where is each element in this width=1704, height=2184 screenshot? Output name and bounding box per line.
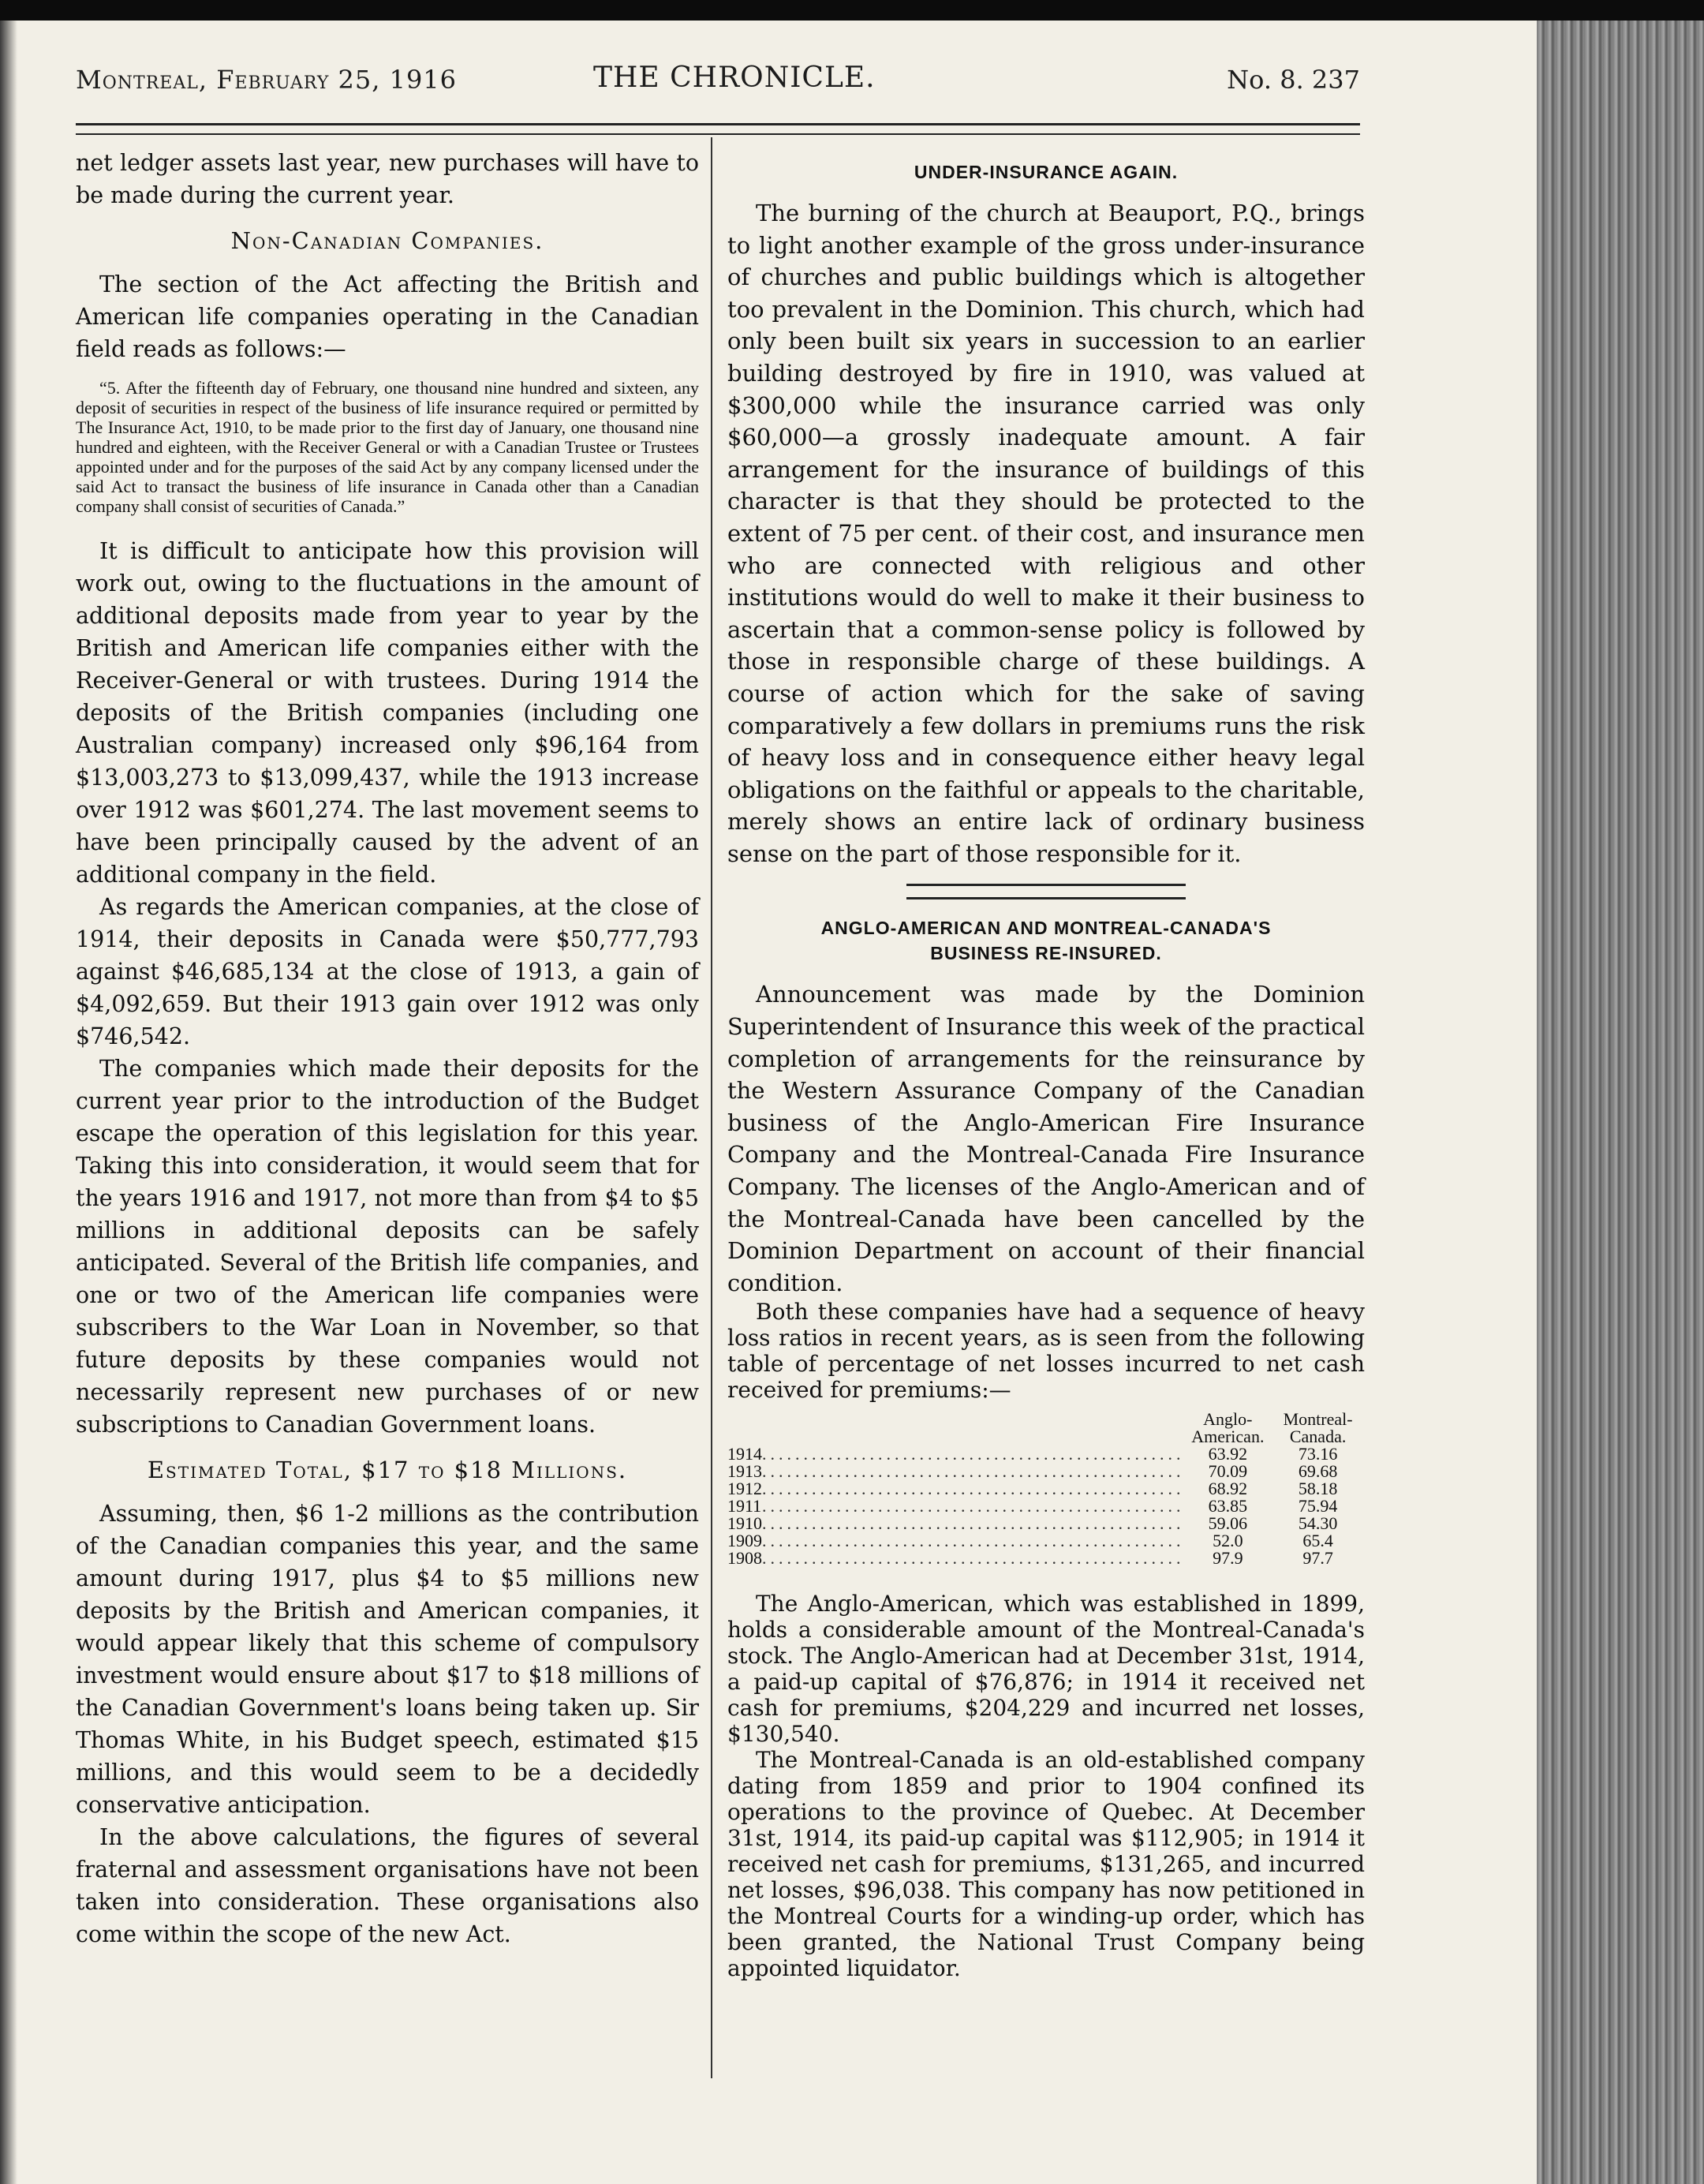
paragraph: It is difficult to anticipate how this provision will work out, owing to the fluctuations in the amount of additional deposits made from year to year by the British and American life companies either with the Receiver-General or with trustees. During 1914 the deposits of the British companies (including one Australian company) increased only $96,164 from $13,003,273 to $13,099,437, while the 1913 increase over 1912 was $601,274. The last movement seems to have been principally caused by the advent of an additional company in the field.	[76, 538, 699, 888]
paragraph: Announcement was made by the Dominion Superintendent of Insurance this week of the practical completion of arrangements for the reinsurance by the Western Assurance Company of the Canadian business of the Anglo-American Fire Insurance Company and the Montreal-Canada Fire Insurance Company. The licenses of the Anglo-American and of the Montreal-Canada have been cancelled by the Dominion Department on account of their financial condition.	[727, 981, 1365, 1296]
table-cell-montreal: 58.18	[1298, 1479, 1338, 1499]
table-row	[727, 1463, 1365, 1480]
table-cell-montreal: 54.30	[1298, 1513, 1338, 1534]
header-rule	[76, 123, 1360, 135]
section-heading-non-canadian: Non-Canadian Companies.	[230, 227, 544, 254]
table-cell-anglo: 97.9	[1213, 1548, 1243, 1569]
table-cell-montreal: 75.94	[1298, 1496, 1338, 1516]
col-header-anglo-american: Anglo- American.	[1191, 1409, 1265, 1447]
leader-dots: ...................................................	[762, 1515, 1185, 1533]
paragraph: The companies which made their deposits for the current year prior to the introduction of the Budget escape the operation of this legislation for this year. Taking this into consideration, it would seem that for the years 1916 and 1917, not more than from $4 to $5 millions in additional deposits can be safely anticipated. Several of the British life companies, and one or two of the American life companies were subscribers to the War Loan in November, so that future deposits by these companies would not necessarily represent new purchases of or new subscriptions to Canadian Government loans.	[76, 1056, 699, 1438]
leader-dots: ...................................................	[762, 1498, 1185, 1516]
paragraph: In the above calculations, the figures of several fraternal and assessment organisations have not been taken into consideration. These organisations also come within the scope of the new Act.	[76, 1824, 699, 1947]
left-column	[76, 147, 699, 1950]
column-divider	[711, 137, 712, 2078]
table-cell-montreal: 97.7	[1302, 1548, 1333, 1569]
table-cell-montreal: 73.16	[1298, 1444, 1338, 1464]
book-page-edges	[1537, 21, 1704, 2184]
paragraph: The burning of the church at Beauport, P.Q., brings to light another example of the gross under-insurance of churches and public buildings which is altogether too prevalent in the Dominion. This church, which had only been built six years in succession to an earlier building destroyed by fire in 1910, was valued at $300,000 while the insurance carried was only $60,000—a grossly inadequate amount. A fair arrangement for the insurance of buildings of this character is that they should be protected to the extent of 75 per cent. of their cost, and insurance men who are connected with religious and other institutions would do well to make it their business to ascertain that a common-sense policy is followed by those in responsible charge of these buildings. A course of action which for the sake of saving comparatively a few dollars in premiums runs the risk of heavy loss and in consequence either heavy legal obligations on the faithful or appeals to the charitable, merely shows an entire lack of ordinary business sense on the part of those responsible for it.	[727, 200, 1365, 867]
table-cell-anglo: 70.09	[1208, 1461, 1248, 1482]
loss-ratio-table	[727, 1411, 1365, 1567]
issue-and-page-number: No. 8. 237	[1227, 65, 1360, 95]
paragraph: Both these companies have had a sequence of heavy loss ratios in recent years, as is seen from the following table of percentage of net losses incurred to net cash received for premiums:—	[727, 1299, 1365, 1404]
leader-dots: ...................................................	[762, 1480, 1185, 1498]
leader-dots: ...................................................	[762, 1532, 1185, 1550]
act-quotation: “5. After the fifteenth day of February, one thousand nine hundred and sixteen, any deposit of securities in respect of the business of life insurance required or permitted by The Insurance Act, 1910, to be made prior to the first day of January, one thousand nine hundred and eighteen, with the Receiver General or with a Canadian Trustee or Trustees appointed under and for the purposes of the said Act by any company licensed under the said Act to transact the business of life insurance in Canada other than a Canadian company shall consist of securities of Canada.”	[76, 378, 699, 516]
paragraph: The section of the Act affecting the British and American life companies operating in the Canadian field reads as follows:—	[76, 271, 699, 362]
publication-title: THE CHRONICLE.	[593, 62, 876, 94]
col-header-montreal-canada: Montreal- Canada.	[1283, 1409, 1353, 1447]
table-cell-year: 1912	[727, 1479, 762, 1499]
table-row	[727, 1480, 1365, 1498]
table-cell-montreal: 69.68	[1298, 1461, 1338, 1482]
table-row	[727, 1498, 1365, 1515]
table-cell-anglo: 59.06	[1208, 1513, 1248, 1534]
paragraph: The Montreal-Canada is an old-established company dating from 1859 and prior to 1904 confined its operations to the province of Quebec. At December 31st, 1914, its paid-up capital was $112,905; in 1914 it received net cash for premiums, $131,265, and incurred net losses, $96,038. This company has now petitioned in the Montreal Courts for a winding-up order, which has been granted, the National Trust Company being appointed liquidator.	[727, 1747, 1365, 1982]
article-heading-reinsured	[727, 915, 1365, 966]
page-header	[76, 54, 1360, 101]
table-header-row	[727, 1411, 1365, 1445]
leader-dots: ...................................................	[762, 1550, 1185, 1568]
heading-line: ANGLO-AMERICAN AND MONTREAL-CANADA'S	[820, 918, 1272, 939]
leader-dots: ...................................................	[762, 1445, 1185, 1464]
table-cell-anglo: 68.92	[1208, 1479, 1248, 1499]
table-row	[727, 1550, 1365, 1567]
table-row	[727, 1445, 1365, 1463]
table-row	[727, 1532, 1365, 1550]
table-cell-montreal: 65.4	[1302, 1531, 1333, 1551]
table-cell-year: 1908	[727, 1548, 762, 1569]
binding-shadow	[0, 21, 17, 2184]
header-date: Montreal, February 25, 1916	[76, 65, 458, 95]
article-heading-under-insurance: UNDER-INSURANCE AGAIN.	[914, 162, 1179, 182]
leader-dots: ...................................................	[762, 1463, 1185, 1481]
right-column	[727, 147, 1365, 1981]
scan-top-border	[0, 0, 1704, 21]
paragraph: The Anglo-American, which was established in 1899, holds a considerable amount of the Montreal-Canada's stock. The Anglo-American had at December 31st, 1914, a paid-up capital of $76,876; in 1914 it received net cash for premiums, $204,229 and incurred net losses, $130,540.	[727, 1591, 1365, 1748]
paragraph: net ledger assets last year, new purchases will have to be made during the current year.	[76, 150, 699, 208]
article-divider	[906, 884, 1186, 899]
table-cell-anglo: 63.85	[1208, 1496, 1248, 1516]
table-cell-year: 1910	[727, 1513, 762, 1534]
heading-line: BUSINESS RE-INSURED.	[930, 943, 1162, 964]
table-cell-year: 1913	[727, 1461, 762, 1482]
table-cell-year: 1911	[727, 1496, 762, 1516]
table-cell-year: 1914	[727, 1444, 762, 1464]
table-row	[727, 1515, 1365, 1532]
paragraph: Assuming, then, $6 1-2 millions as the contribution of the Canadian companies this year, and the same amount during 1917, plus $4 to $5 millions new deposits by the British and American companies, it would appear likely that this scheme of compulsory investment would ensure about $17 to $18 millions of the Canadian Government's loans being taken up. Sir Thomas White, in his Budget speech, estimated $15 millions, and this would seem to be a decidedly conservative anticipation.	[76, 1501, 699, 1818]
paragraph: As regards the American companies, at the close of 1914, their deposits in Canada were $50,777,793 against $46,685,134 at the close of 1913, a gain of $4,092,659. But their 1913 gain over 1912 was only $746,542.	[76, 894, 699, 1049]
table-cell-anglo: 52.0	[1213, 1531, 1243, 1551]
section-heading-estimated-total: Estimated Total, $17 to $18 Millions.	[147, 1457, 628, 1483]
table-cell-year: 1909	[727, 1531, 762, 1551]
table-cell-anglo: 63.92	[1208, 1444, 1248, 1464]
